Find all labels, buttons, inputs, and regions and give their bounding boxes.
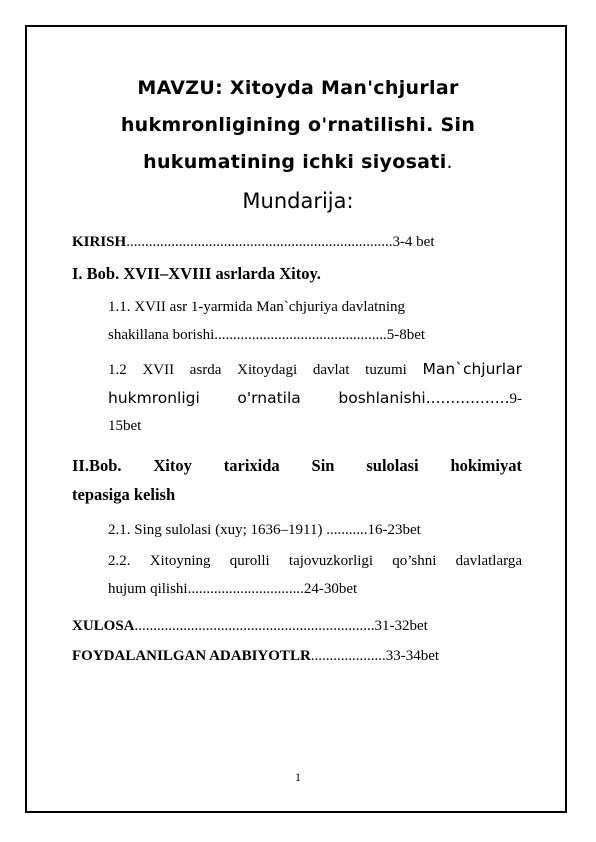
document-title [60, 70, 536, 181]
title-line-1: MAVZU: Xitoyda Man'chjurlar [137, 77, 459, 99]
toc-chapter-1: I. Bob. XVII–XVIII asrlarda Xitoy. [72, 264, 321, 283]
title-period: . [446, 151, 453, 173]
toc-item-2-2-leader: ............................... [187, 580, 304, 597]
toc-item-1-2-text-sans2: hukmronligi o'rnatila boshlanishi [108, 388, 426, 407]
toc-conclusion-pages: 31-32bet [374, 618, 428, 634]
toc-item-1-2-pages-b: 15bet [108, 418, 142, 434]
title-line-3-text: hukumatining ichki siyosati [143, 151, 447, 173]
toc-item-2-1-pages: 16-23bet [367, 522, 421, 538]
toc-conclusion [72, 613, 428, 640]
toc-item-2-2 [108, 548, 522, 603]
toc-item-1-2-line2 [108, 385, 522, 414]
toc-item-1-1 [108, 294, 522, 349]
toc-chapter-2-line2: tepasiga kelish [72, 485, 176, 504]
toc-intro [72, 229, 435, 256]
toc-item-1-2-text: 1.2 XVII asrda Xitoydagi davlat tuzumi [108, 362, 423, 378]
toc-intro-pages: 3-4 bet [392, 234, 435, 250]
toc-references-pages: 33-34bet [385, 648, 440, 664]
toc-intro-leader: ....................................................................... [126, 234, 393, 250]
toc-item-1-1-text2: shakillana borishi [108, 326, 215, 343]
toc-item-1-1-line2 [108, 322, 522, 350]
toc-references [72, 643, 439, 670]
toc-conclusion-label: XULOSA [72, 618, 135, 634]
toc-item-1-2-pages-a: 9- [509, 390, 522, 407]
toc-item-2-1-text: 2.1. Sing sulolasi (xuy; 1636–1911) [108, 522, 327, 538]
toc-item-2-2-pages: 24-30bet [303, 580, 358, 597]
toc-item-1-2-text-sans1: Man`chjurlar [422, 360, 522, 378]
toc-item-2-2-line2 [108, 576, 522, 604]
toc-item-1-1-pages: 5-8bet [386, 326, 426, 343]
title-line-2: hukmronligining o'rnatilishi. Sin [120, 114, 476, 136]
toc-intro-label: KIRISH [72, 234, 127, 250]
toc-chapter-2 [72, 451, 522, 509]
title-line-3 [60, 144, 536, 181]
contents-heading: Mundarija: [242, 189, 354, 213]
toc-item-1-1-leader: .............................................. [214, 326, 387, 343]
toc-item-1-2 [108, 356, 522, 441]
toc-item-1-2-leader: ................. [425, 388, 510, 407]
toc-chapter-2-line1: II.Bob. Xitoy tarixida Sin sulolasi hokimiyat [72, 456, 522, 475]
toc-item-2-1-leader: ........... [326, 522, 368, 538]
toc-item-1-2-line1 [108, 356, 522, 385]
page-number: 1 [295, 770, 301, 784]
toc-item-1-1-text: 1.1. XVII asr 1-yarmida Man`chjuriya davlatning [108, 299, 405, 315]
toc-item-2-2-text2: hujum qilishi [108, 580, 188, 597]
toc-references-leader: .................... [310, 648, 386, 664]
toc-conclusion-leader: ................................................................ [134, 618, 375, 634]
toc-references-label: FOYDALANILGAN ADABIYOTLR [72, 648, 311, 664]
toc-item-2-1 [108, 517, 421, 544]
toc-item-2-2-text: 2.2. Xitoyning qurolli tajovuzkorligi qo’shni davlatlarga [108, 553, 522, 569]
